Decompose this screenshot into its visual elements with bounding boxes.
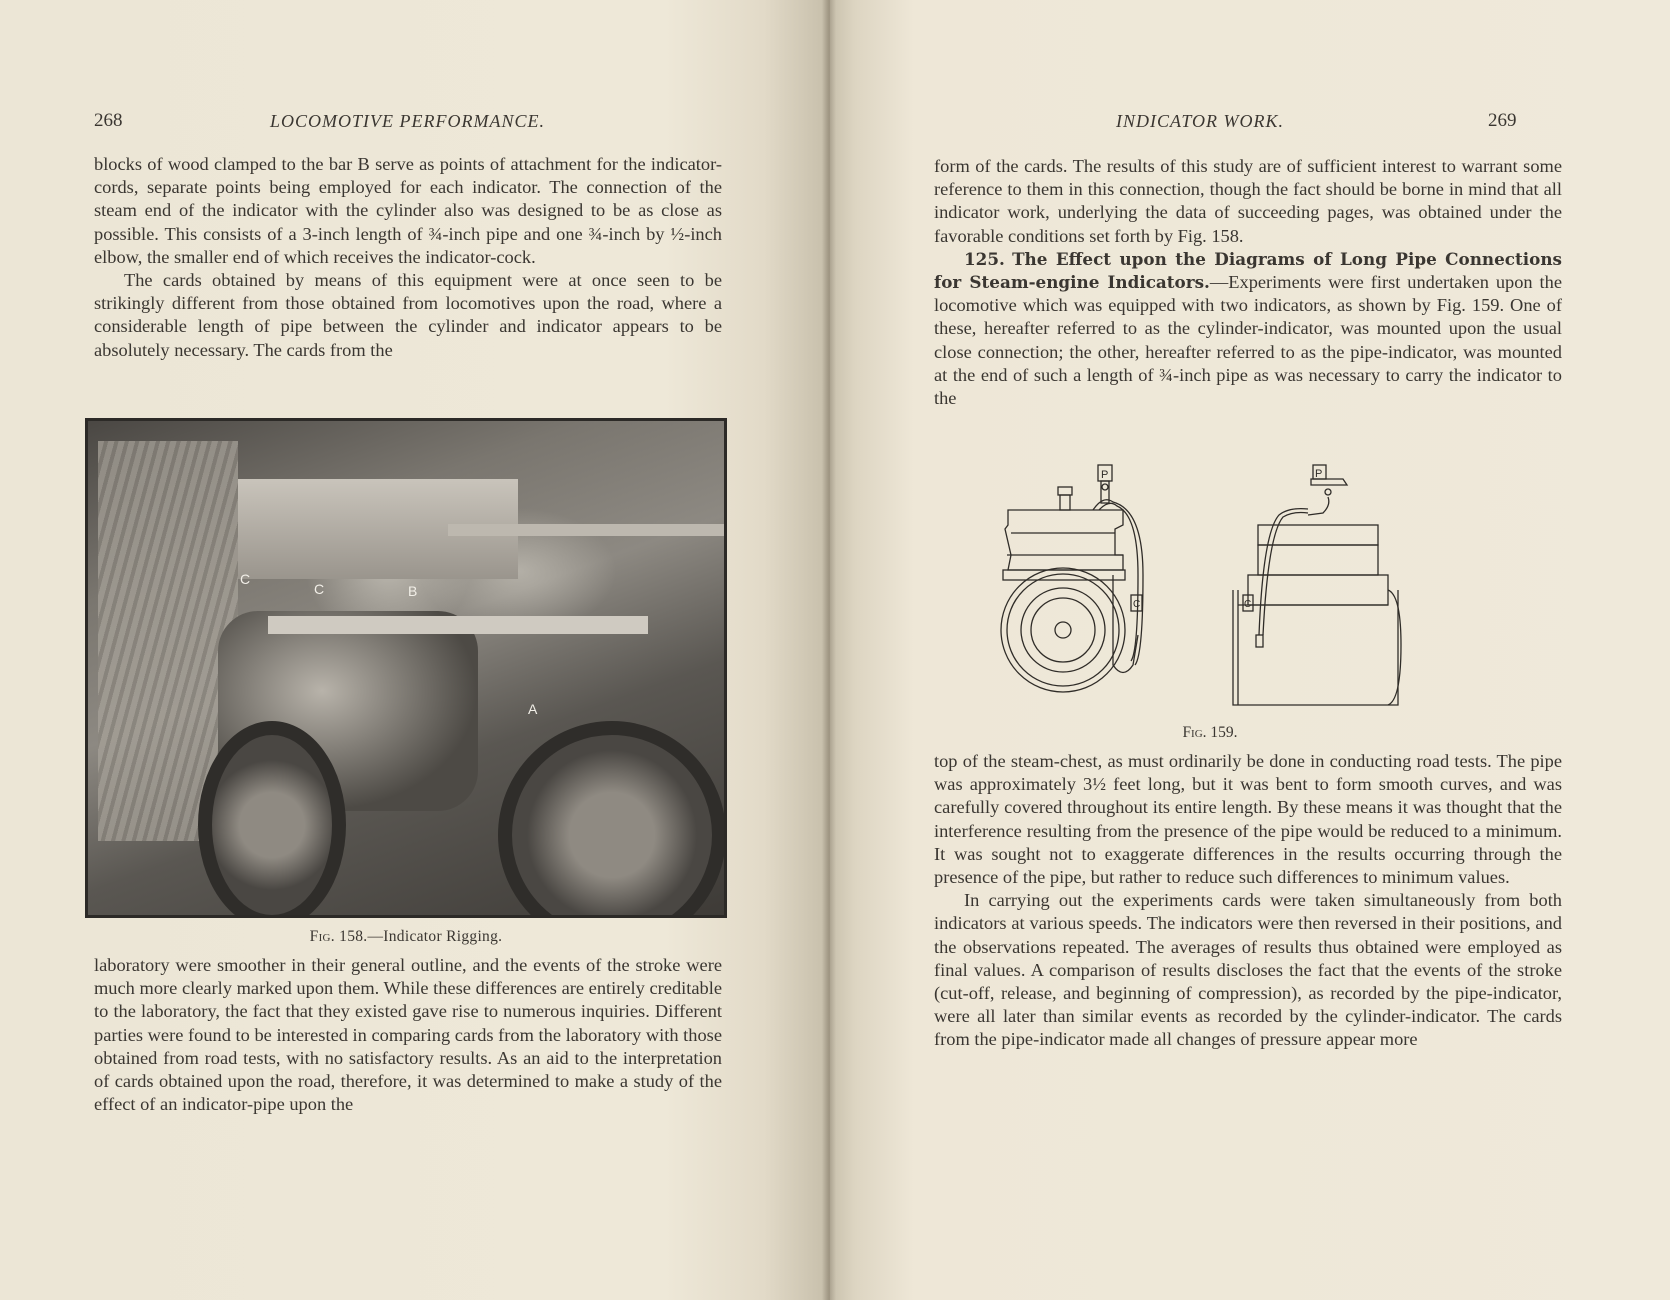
paragraph: The cards obtained by means of this equipment were at once seen to be strikingly different from those obtained from locomotives upon the road, where a considerable length of pipe between the cylinder and indicator appears to be absolutely necessary. The cards from the (94, 270, 722, 360)
photo-label: B (408, 583, 418, 599)
end-view (1001, 465, 1143, 692)
figure-158-photo (85, 418, 727, 918)
paragraph: laboratory were smoother in their general outline, and the events of the stroke were much more clearly marked upon them. While these differences are entirely creditable to the laboratory, the fact that they existed gave rise to numerous inquiries. Different parties were found to be interested in comparing cards from the laboratory with those obtained from road tests, with no satisfactory results. As an aid to the interpretation of cards obtained upon the road, therefore, it was determined to make a study of the effect of an indicator-pipe upon the (94, 955, 722, 1115)
section-number: 125. (964, 248, 1005, 269)
page-number: 269 (1488, 110, 1517, 131)
section-body: —Experiments were first undertaken upon the locomotive which was equipped with two indicators, as shown by Fig. 159. One of these, hereafter referred to as the cylinder-indicator, was mounted upon the usual close connection; the other, hereafter referred to as the pipe-indicator, was mounted at the end of such a length of ¾-inch pipe as was necessary to carry the indicator to the (934, 272, 1562, 409)
photo-wheel (498, 721, 726, 918)
body-text-top (94, 153, 722, 362)
right-page (830, 0, 1670, 1300)
photo-bar-b (268, 616, 648, 634)
figure-158-caption: Fig. 158.—Indicator Rigging. (309, 928, 503, 945)
page-number: 268 (94, 110, 123, 131)
running-title: INDICATOR WORK. (1116, 111, 1284, 131)
c-label: C (1133, 599, 1141, 610)
body-text-bottom (94, 954, 722, 1116)
running-title: LOCOMOTIVE PERFORMANCE. (270, 111, 545, 131)
book-gutter (822, 0, 836, 1300)
c-label: C (1244, 599, 1252, 610)
paragraph: In carrying out the experiments cards were taken simultaneously from both indicators at various speeds. The indicators were then reversed in their positions, and the observations repeated. The averages of results thus obtained were employed as final values. A comparison of results discloses the fact that the events of the stroke (cut-off, release, and beginning of compression), as recorded by the pipe-indicator, were all later than similar events as recorded by the cylinder-indicator. The cards from the pipe-indicator made all changes of pressure appear more (934, 890, 1562, 1050)
side-view (1233, 465, 1401, 705)
photo-label: A (528, 701, 538, 717)
section-125 (934, 248, 1562, 410)
section-heading: The Effect upon the Diagrams of Long Pipe Connections for Steam-engine Indicators. (934, 248, 1562, 293)
body-text-top (934, 155, 1562, 410)
figure-159-drawing (963, 455, 1413, 725)
photo-rod (448, 524, 727, 536)
left-page (0, 0, 830, 1300)
photo-wheel (198, 721, 346, 918)
paragraph: blocks of wood clamped to the bar B serve as points of attachment for the indicator-cords, separate points being employed for each indicator. The connection of the steam end of the indicator with the cylinder also was designed to be as close as possible. This consists of a 3-inch length of ¾-inch pipe and one ¾-inch by ½-inch elbow, the smaller end of which receives the indicator-cock. (94, 154, 722, 267)
photo-label: C (240, 571, 251, 587)
paragraph: form of the cards. The results of this study are of sufficient interest to warrant some reference to them in this connection, though the fact should be borne in mind that all indicator work, underlying the data of succeeding pages, was obtained under the favorable conditions set forth by Fig. 158. (934, 156, 1562, 246)
p-label: P (1101, 469, 1109, 481)
p-label: P (1315, 468, 1323, 480)
body-text-bottom (934, 750, 1562, 1052)
photo-label: C (314, 581, 325, 597)
figure-159-caption: Fig. 159. (1182, 724, 1238, 741)
paragraph: top of the steam-chest, as must ordinarily be done in conducting road tests. The pipe was approximately 3½ feet long, but it was bent to form smooth curves, and was carefully covered throughout its entire length. By these means it was thought that the interference resulting from the presence of the pipe would be reduced to a minimum. It was sought not to exaggerate differences in the results occurring through the presence of the pipe, but rather to reduce such differences to minimum values. (934, 751, 1562, 888)
